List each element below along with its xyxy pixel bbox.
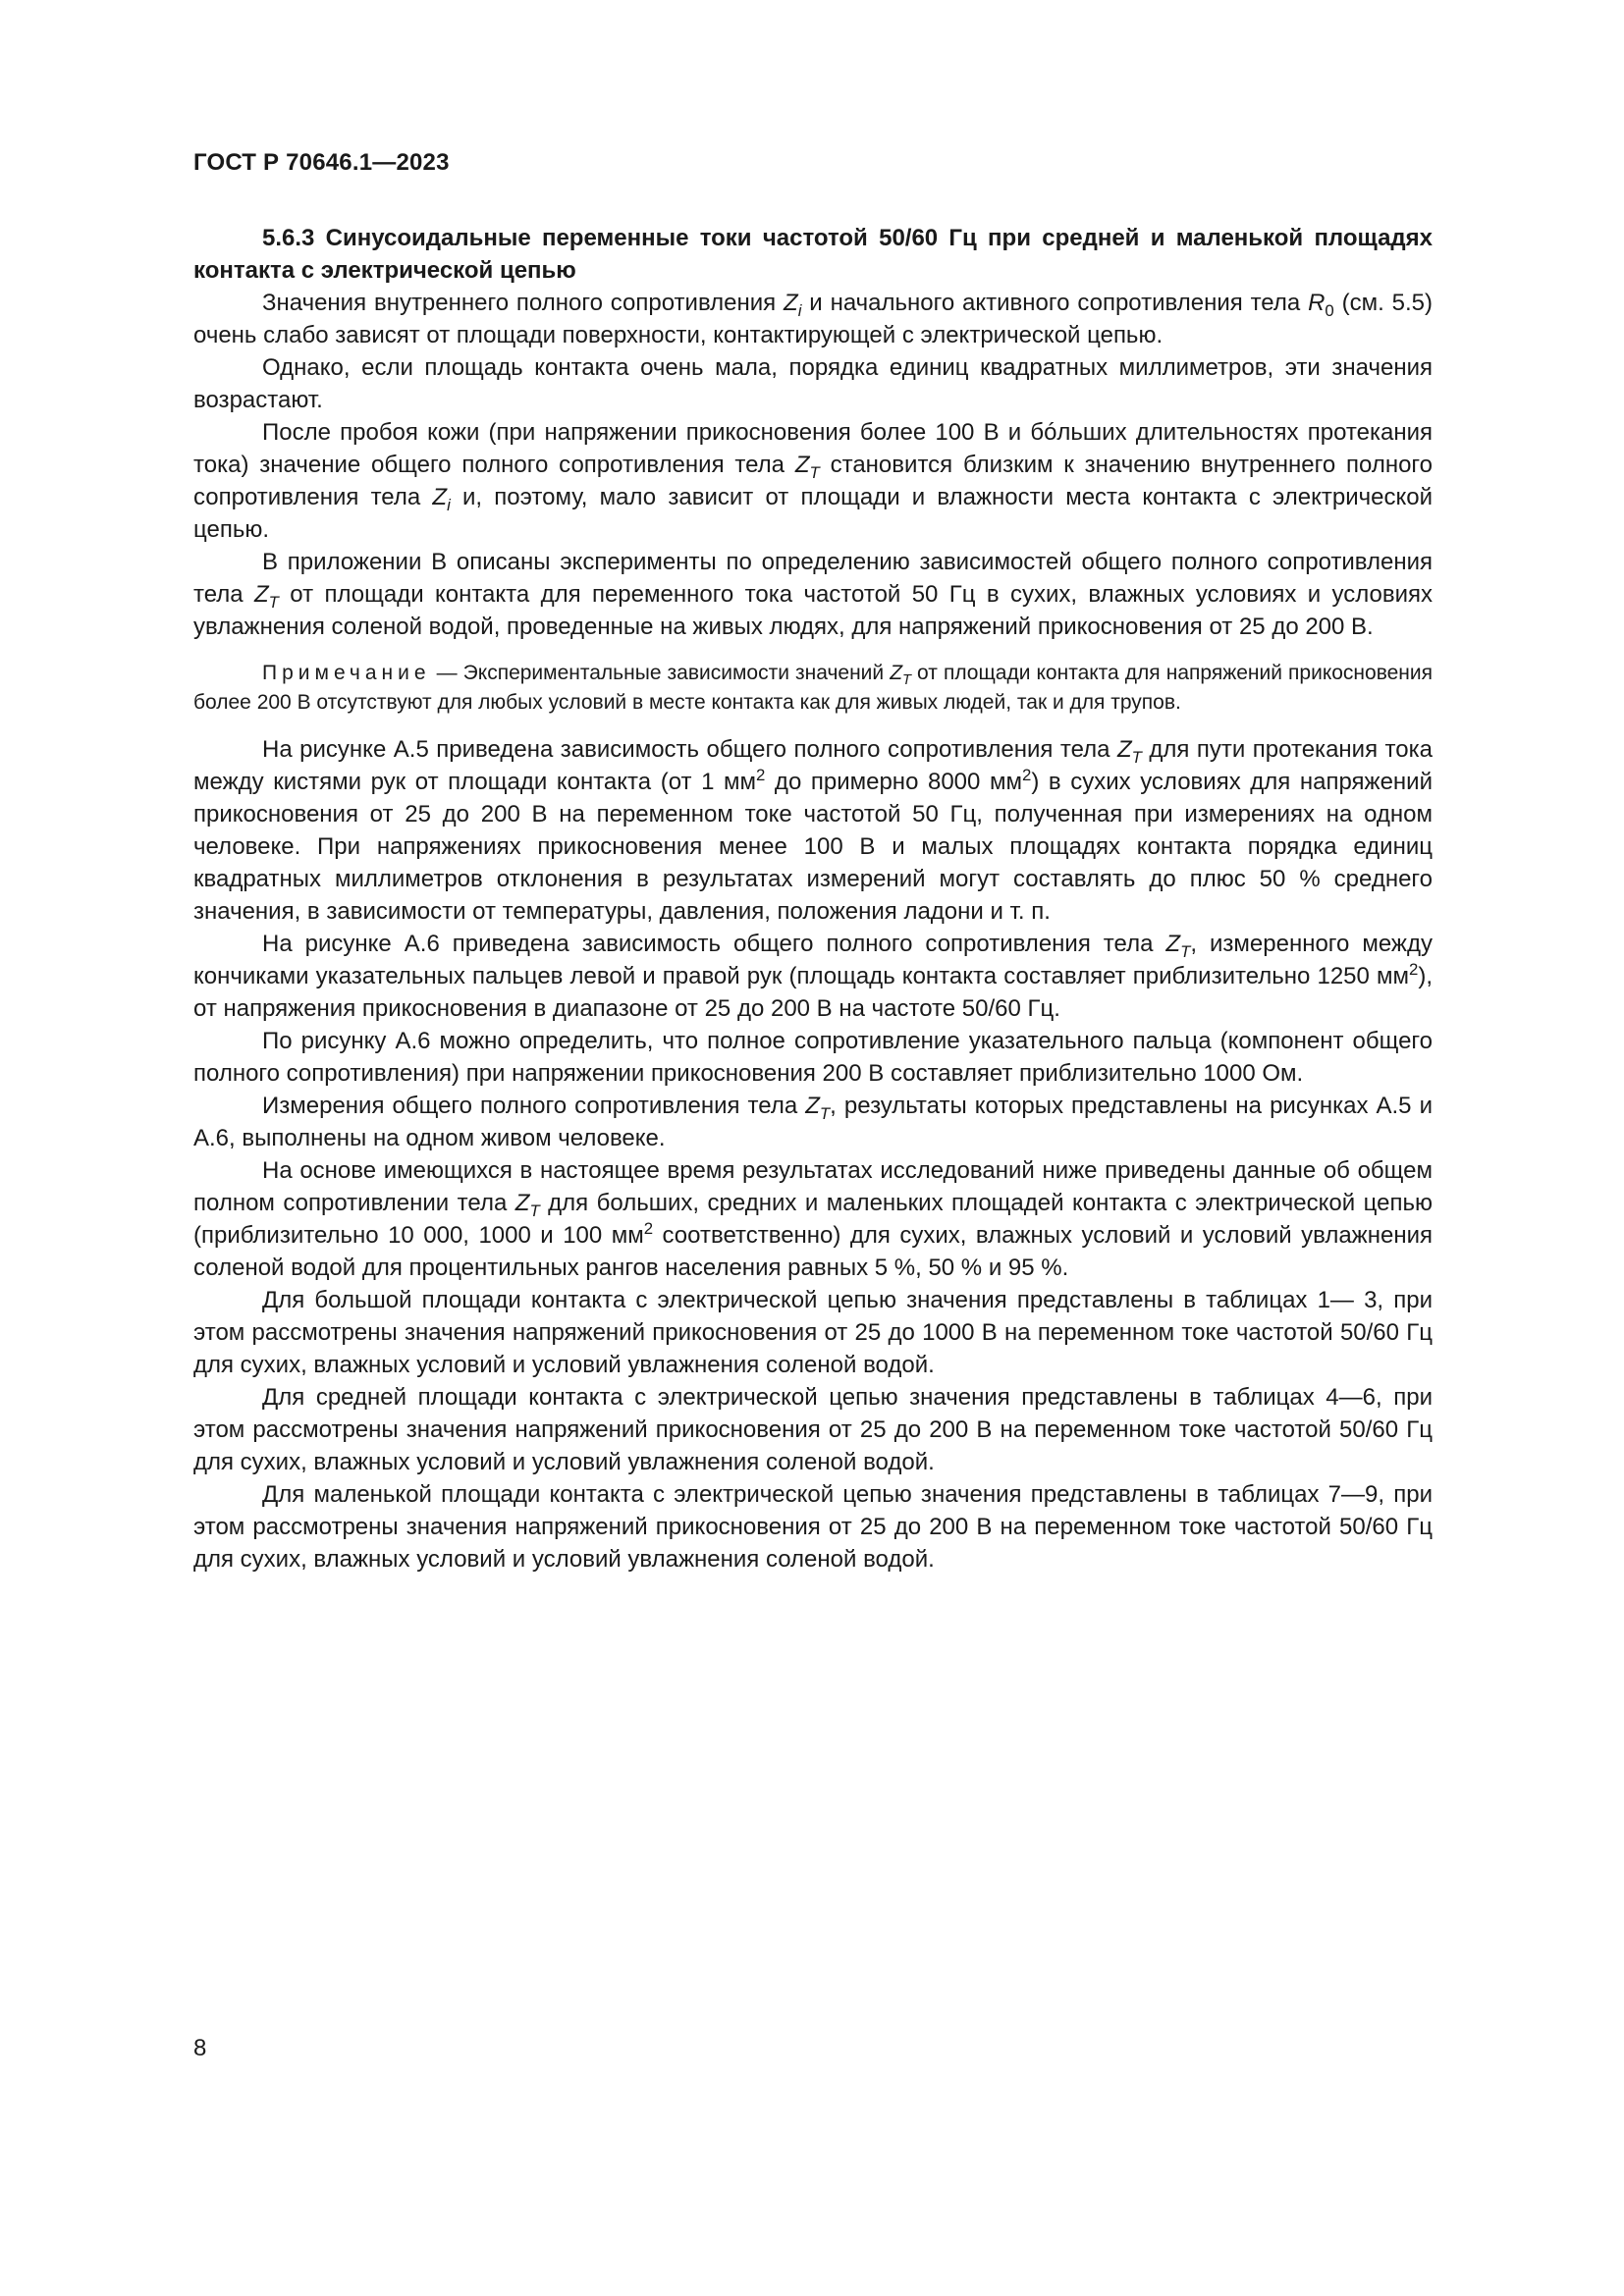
paragraph-small-area: Однако, если площадь контакта очень мала, порядка единиц квадратных миллиметров, эти значения возрастают. <box>193 354 1433 413</box>
page-number: 8 <box>193 2035 207 2061</box>
document-body <box>193 222 1433 1575</box>
paragraph-internal-impedance: Значения внутреннего полного сопротивления $Z_i$ и начального активного сопротивления тела $R_0$ (см. 5.5) очень слабо зависят от площади поверхности, контактирующей с электрической цепью. <box>193 290 1433 348</box>
paragraph-small-area-tables: Для маленькой площади контакта с электрической цепью значения представлены в таблицах 7—9, при этом рассмотрены значения напряжений прикосновения от 25 до 200 В на переменном токе частотой 50/60 Гц для сухих, влажных условий и условий увлажнения соленой водой. <box>193 1481 1433 1573</box>
symbol-zt: $Z_T$ <box>1117 736 1142 767</box>
note: Примечание — Экспериментальные зависимости значений $Z_T$ от площади контакта для напряжений прикосновения более 200 В отсутствуют для любых условий в месте контакта как для живых людей, так и для трупов. <box>193 662 1433 714</box>
symbol-zt: $Z_T$ <box>514 1190 540 1220</box>
document-header: ГОСТ Р 70646.1—2023 <box>193 149 450 176</box>
symbol-zi: $Z_i$ <box>784 290 802 320</box>
paragraph-appendix-b: В приложении В описаны эксперименты по определению зависимостей общего полного сопротивления тела $Z_T$ от площади контакта для переменного тока частотой 50 Гц в сухих, влажных условиях и условиях увлажнения соленой водой, проведенные на живых людях, для напряжений прикосновения от 25 до 200 В. <box>193 549 1434 640</box>
paragraph-measurements: Измерения общего полного сопротивления тела $Z_T$, результаты которых представлены на рисунках А.5 и А.6, выполнены на одном живом человеке. <box>193 1093 1433 1151</box>
paragraph-large-area-tables: Для большой площади контакта с электрической цепью значения представлены в таблицах 1— 3, при этом рассмотрены значения напряжений прикосновения от 25 до 1000 В на переменном токе частотой 50/60 Гц для сухих, влажных условий и условий увлажнения соленой водой. <box>193 1287 1433 1378</box>
paragraph-figure-a6: На рисунке А.6 приведена зависимость общего полного сопротивления тела $Z_T$, измеренного между кончиками указательных пальцев левой и правой рук (площадь контакта составляет приблизительно 1250 $мм^2$), от напряжения прикосновения в диапазоне от 25 до 200 В на частоте 50/60 Гц. <box>193 931 1433 1022</box>
symbol-zt: $Z_T$ <box>1165 931 1191 961</box>
symbol-zt: $Z_T$ <box>805 1093 831 1123</box>
symbol-zt: $Z_T$ <box>794 452 820 482</box>
paragraph-finger-impedance: По рисунку А.6 можно определить, что полное сопротивление указательного пальца (компонент общего полного сопротивления) при напряжении прикосновения 200 В составляет приблизительно 1000 Ом. <box>193 1028 1433 1087</box>
paragraph-medium-area-tables: Для средней площади контакта с электрической цепью значения представлены в таблицах 4—6, при этом рассмотрены значения напряжений прикосновения от 25 до 200 В на переменном токе частотой 50/60 Гц для сухих, влажных условий и условий увлажнения соленой водой. <box>193 1384 1433 1475</box>
symbol-zt: $Z_T$ <box>254 581 279 612</box>
symbol-r0: $R_0$ <box>1308 290 1334 320</box>
paragraph-figure-a5: На рисунке А.5 приведена зависимость общего полного сопротивления тела $Z_T$ для пути протекания тока между кистями рук от площади контакта (от 1 $мм^2$ до примерно 8000 $мм^2$) в сухих условиях для напряжений прикосновения от 25 до 200 В на переменном токе частотой 50 Гц, полученная при измерениях на одном человеке. При напряжениях прикосновения менее 100 В и малых площадях контакта порядка единиц квадратных миллиметров отклонения в результатах измерений могут составлять до плюс 50 % среднего значения, в зависимости от температуры, давления, положения ладони и т. п. <box>193 736 1434 925</box>
paragraph-research-data: На основе имеющихся в настоящее время результатах исследований ниже приведены данные об общем полном сопротивлении тела $Z_T$ для больших, средних и маленьких площадей контакта с электрической цепью (приблизительно 10 000, 1000 и 100 $мм^2$ соответственно) для сухих, влажных условий и условий увлажнения соленой водой для процентильных рангов населения равных 5 %, 50 % и 95 %. <box>193 1157 1433 1281</box>
section-title: 5.6.3 Синусоидальные переменные токи частотой 50/60 Гц при средней и маленькой площадях контакта с электрической цепью <box>193 225 1433 284</box>
symbol-zi: $Z_i$ <box>432 484 451 514</box>
paragraph-skin-breakdown: После пробоя кожи (при напряжении прикосновения более 100 В и бóльших длительностях протекания тока) значение общего полного сопротивления тела $Z_T$ становится близким к значению внутреннего полного сопротивления тела $Z_i$ и, поэтому, мало зависит от площади и влажности места контакта с электрической цепью. <box>193 419 1433 543</box>
note-label: Примечание <box>262 662 431 684</box>
symbol-zt: $Z_T$ <box>890 662 911 689</box>
